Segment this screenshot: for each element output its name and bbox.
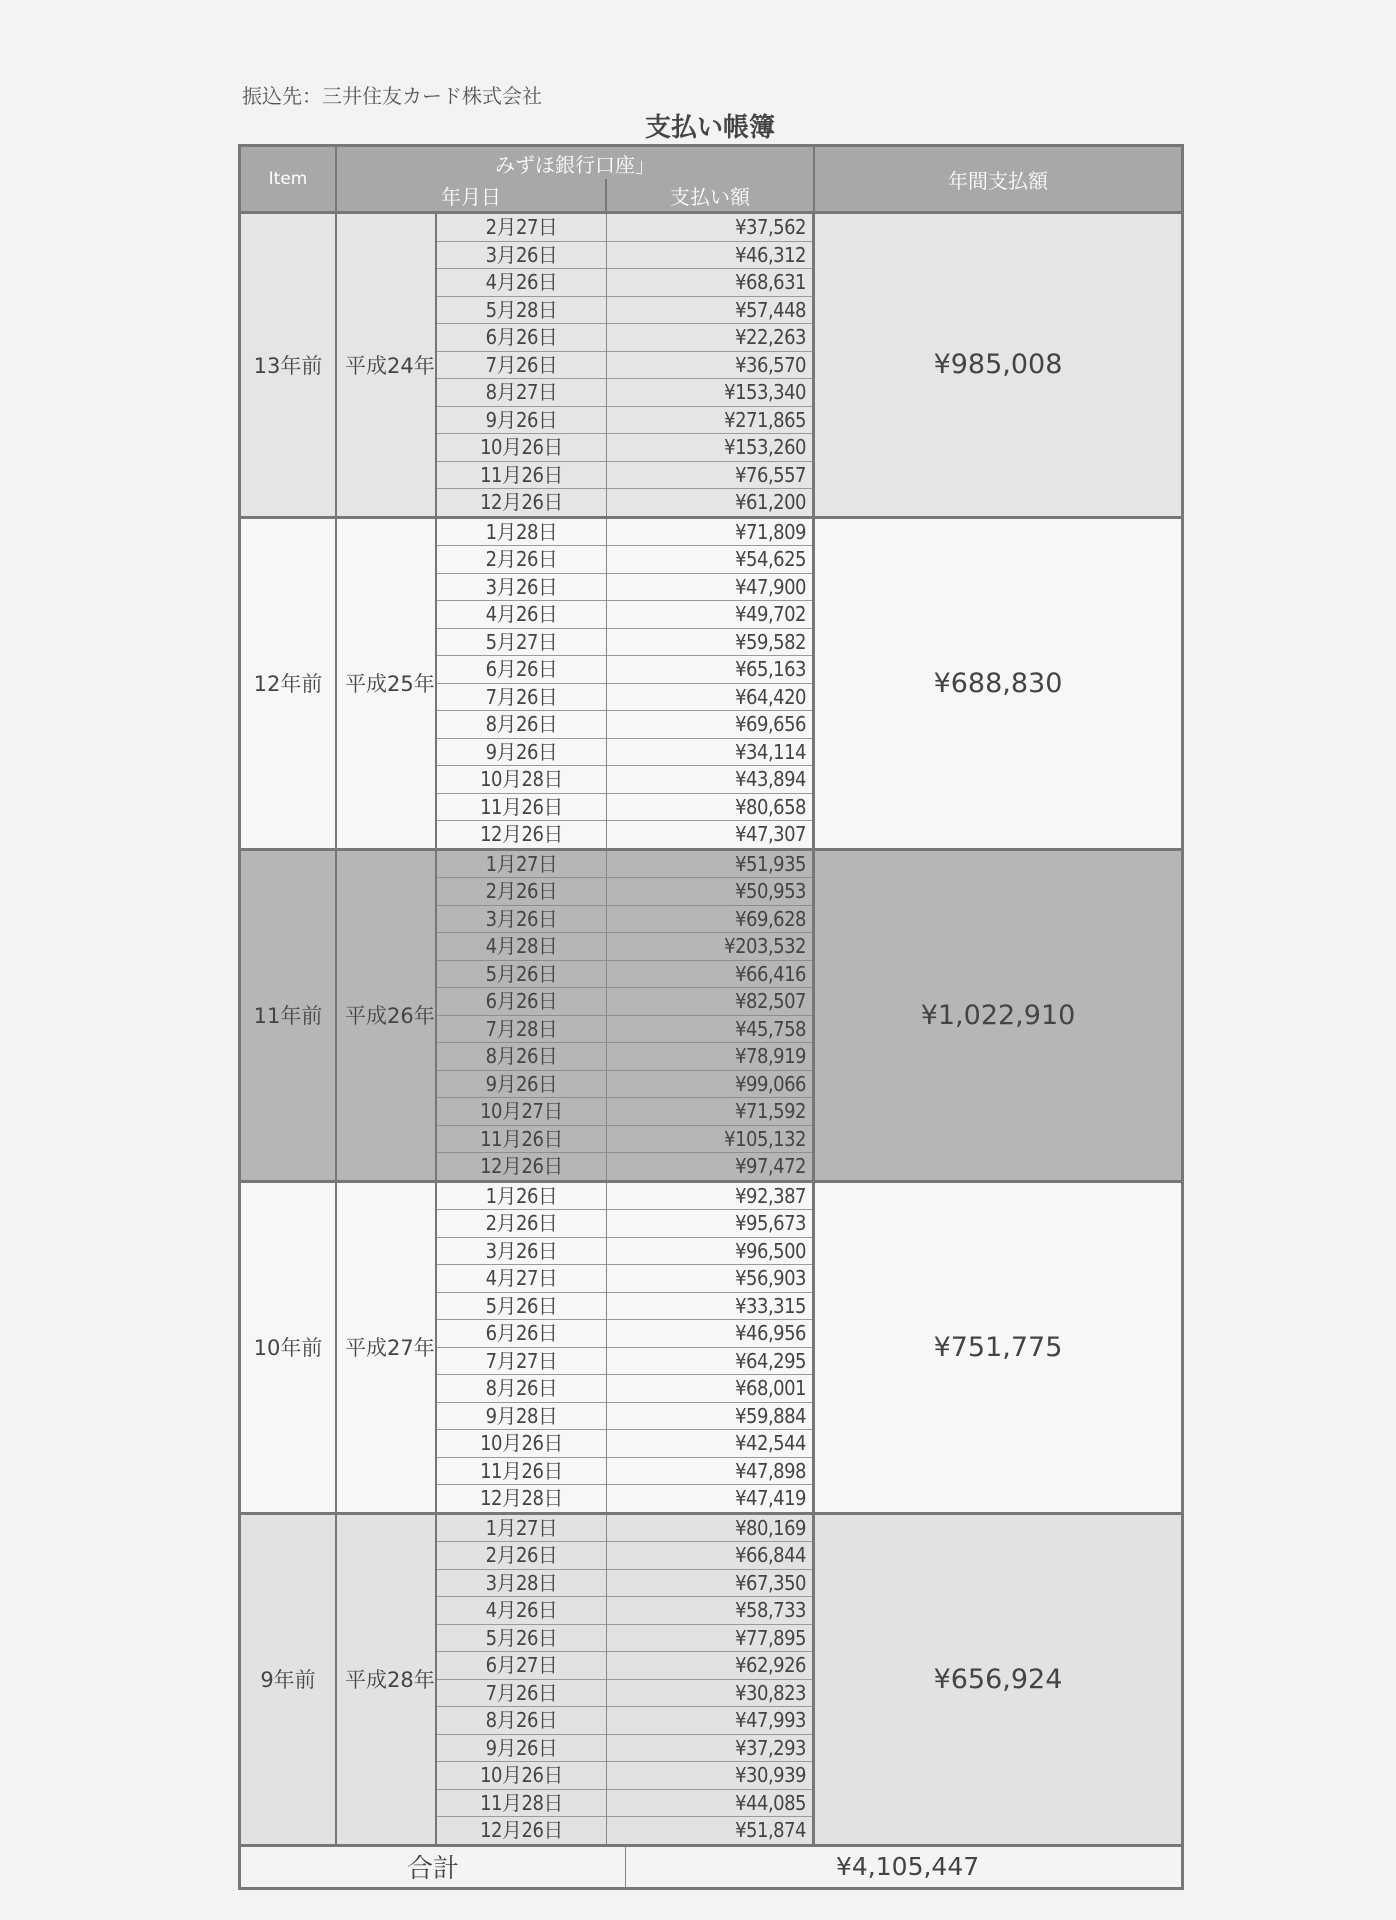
payment-amount: ¥78,919 — [607, 1043, 812, 1071]
payment-amounts-column — [607, 214, 815, 516]
payment-amount: ¥50,953 — [607, 878, 812, 906]
payment-amount: ¥43,894 — [607, 766, 812, 794]
payment-amount: ¥47,419 — [735, 1486, 806, 1510]
payment-amount: ¥92,387 — [607, 1183, 812, 1211]
payment-amount: ¥57,448 — [607, 297, 812, 325]
payment-dates-column — [437, 214, 607, 516]
payment-date: 5月27日 — [437, 629, 606, 657]
annual-total: ¥656,924 — [933, 1663, 1063, 1695]
payment-date: 10月27日 — [437, 1098, 606, 1126]
payment-amounts-column — [607, 519, 815, 848]
annual-total: ¥985,008 — [933, 349, 1063, 381]
payment-amount: ¥42,544 — [607, 1430, 812, 1458]
payment-date: 6月26日 — [437, 656, 606, 684]
year-block — [241, 516, 1181, 848]
grand-total-row — [241, 1844, 1181, 1887]
payment-date: 5月26日 — [437, 961, 606, 989]
header-amount: 支払い額 — [607, 179, 815, 211]
payment-amount: ¥47,307 — [735, 822, 806, 846]
payment-date: 1月27日 — [437, 1515, 606, 1543]
payment-amount: ¥99,066 — [607, 1071, 812, 1099]
payment-date: 8月26日 — [437, 1707, 606, 1735]
payment-amount: ¥54,625 — [607, 546, 812, 574]
payment-dates-column — [437, 1515, 607, 1844]
payment-amount: ¥62,926 — [607, 1652, 812, 1680]
payment-amount: ¥45,758 — [607, 1016, 812, 1044]
payment-date: 3月26日 — [437, 242, 606, 270]
payment-date: 10月26日 — [437, 1430, 606, 1458]
payment-date: 4月26日 — [437, 601, 606, 629]
payment-amount: ¥96,500 — [607, 1238, 812, 1266]
payment-date: 9月26日 — [437, 1071, 606, 1099]
payment-amount: ¥61,200 — [735, 490, 806, 514]
era-year-label: 平成27年 — [337, 1183, 437, 1512]
payment-date: 11月28日 — [437, 1790, 606, 1818]
payment-date: 7月28日 — [437, 1016, 606, 1044]
year-block — [241, 211, 1181, 516]
payment-amount: ¥37,562 — [607, 214, 812, 242]
payment-date: 11月26日 — [437, 794, 606, 822]
payment-date: 2月26日 — [437, 878, 606, 906]
payment-amount: ¥46,312 — [607, 242, 812, 270]
payment-amount: ¥203,532 — [607, 933, 812, 961]
header-date: 年月日 — [337, 179, 607, 211]
payment-amount: ¥36,570 — [607, 352, 812, 380]
payment-amount: ¥47,993 — [607, 1707, 812, 1735]
payment-amount: ¥69,656 — [607, 711, 812, 739]
payment-date: 6月26日 — [437, 988, 606, 1016]
table-header — [241, 147, 1181, 211]
payment-amount: ¥30,823 — [607, 1680, 812, 1708]
payment-amount: ¥80,658 — [607, 794, 812, 822]
payment-date: 10月26日 — [437, 1762, 606, 1790]
years-ago-label: 12年前 — [241, 519, 337, 848]
payment-amount: ¥59,884 — [607, 1403, 812, 1431]
payment-amount: ¥68,631 — [607, 269, 812, 297]
payment-amount: ¥66,416 — [607, 961, 812, 989]
payment-amount: ¥65,163 — [607, 656, 812, 684]
year-blocks — [241, 211, 1181, 1844]
year-block — [241, 1512, 1181, 1844]
payment-date: 6月27日 — [437, 1652, 606, 1680]
grand-total-label: 合計 — [241, 1847, 626, 1887]
payment-date: 9月28日 — [437, 1403, 606, 1431]
payment-amount: ¥105,132 — [607, 1126, 812, 1154]
payment-amount: ¥153,260 — [607, 434, 812, 462]
years-ago-label: 11年前 — [241, 851, 337, 1180]
payment-amount: ¥71,809 — [607, 519, 812, 547]
payment-amount: ¥34,114 — [607, 739, 812, 767]
payment-date: 1月27日 — [437, 851, 606, 879]
payment-date: 10月28日 — [437, 766, 606, 794]
payment-date: 2月26日 — [437, 546, 606, 574]
payment-date: 2月26日 — [437, 1210, 606, 1238]
payment-amount: ¥76,557 — [607, 462, 812, 490]
payment-dates-column — [437, 1183, 607, 1512]
years-ago-label: 13年前 — [241, 214, 337, 516]
payment-date: 11月26日 — [437, 1126, 606, 1154]
payment-amount: ¥47,900 — [607, 574, 812, 602]
payment-amount: ¥46,956 — [607, 1320, 812, 1348]
payment-date: 1月28日 — [437, 519, 606, 547]
payment-dates-column — [437, 851, 607, 1180]
grand-total-value: ¥4,105,447 — [836, 1852, 980, 1881]
annual-total: ¥751,775 — [933, 1331, 1063, 1363]
payment-date: 4月26日 — [437, 1597, 606, 1625]
header-annual-total: 年間支払額 — [948, 168, 1048, 193]
payment-amount: ¥64,420 — [607, 684, 812, 712]
payment-amount: ¥33,315 — [607, 1293, 812, 1321]
payment-date: 10月26日 — [437, 434, 606, 462]
payment-date: 9月26日 — [437, 1735, 606, 1763]
payment-date: 7月27日 — [437, 1348, 606, 1376]
payment-date: 9月26日 — [437, 407, 606, 435]
payment-date: 4月26日 — [437, 269, 606, 297]
payment-date: 5月26日 — [437, 1625, 606, 1653]
payment-date: 3月26日 — [437, 906, 606, 934]
annual-total: ¥688,830 — [933, 667, 1063, 699]
payment-amount: ¥44,085 — [607, 1790, 812, 1818]
payment-dates-column — [437, 519, 607, 848]
payment-date: 2月26日 — [437, 1542, 606, 1570]
payment-amount: ¥153,340 — [607, 379, 812, 407]
payment-amount: ¥51,874 — [735, 1818, 806, 1842]
payment-date: 3月26日 — [437, 1238, 606, 1266]
payment-date: 7月26日 — [437, 352, 606, 380]
year-block — [241, 1180, 1181, 1512]
payment-date: 12月26日 — [480, 822, 563, 846]
payment-date: 8月26日 — [437, 1375, 606, 1403]
payment-amount: ¥58,733 — [607, 1597, 812, 1625]
year-block — [241, 848, 1181, 1180]
payment-amount: ¥22,263 — [607, 324, 812, 352]
payment-date: 5月28日 — [437, 297, 606, 325]
payment-amount: ¥69,628 — [607, 906, 812, 934]
payment-date: 7月26日 — [437, 1680, 606, 1708]
payment-amount: ¥80,169 — [607, 1515, 812, 1543]
era-year-label: 平成28年 — [337, 1515, 437, 1844]
payment-amount: ¥51,935 — [607, 851, 812, 879]
payment-amount: ¥95,673 — [607, 1210, 812, 1238]
payment-amounts-column — [607, 851, 815, 1180]
era-year-label: 平成26年 — [337, 851, 437, 1180]
payment-amount: ¥30,939 — [607, 1762, 812, 1790]
years-ago-label: 9年前 — [241, 1515, 337, 1844]
payment-amount: ¥47,898 — [607, 1458, 812, 1486]
years-ago-label: 10年前 — [241, 1183, 337, 1512]
payment-amount: ¥97,472 — [735, 1154, 806, 1178]
payment-amount: ¥37,293 — [607, 1735, 812, 1763]
payment-amount: ¥77,895 — [607, 1625, 812, 1653]
payment-date: 8月26日 — [437, 711, 606, 739]
payment-amount: ¥271,865 — [607, 407, 812, 435]
payment-amount: ¥64,295 — [607, 1348, 812, 1376]
era-year-label: 平成24年 — [337, 214, 437, 516]
payment-amount: ¥66,844 — [607, 1542, 812, 1570]
payment-date: 4月28日 — [437, 933, 606, 961]
payment-date: 11月26日 — [437, 462, 606, 490]
payment-amount: ¥82,507 — [607, 988, 812, 1016]
payment-date: 7月26日 — [437, 684, 606, 712]
payment-date: 1月26日 — [437, 1183, 606, 1211]
payment-date: 12月26日 — [480, 490, 563, 514]
payment-amounts-column — [607, 1515, 815, 1844]
payment-date: 2月27日 — [437, 214, 606, 242]
payment-amount: ¥67,350 — [607, 1570, 812, 1598]
header-item: Item — [241, 147, 337, 211]
payment-date: 6月26日 — [437, 1320, 606, 1348]
payment-date: 11月26日 — [437, 1458, 606, 1486]
payment-date: 9月26日 — [437, 739, 606, 767]
payment-date: 5月26日 — [437, 1293, 606, 1321]
payment-amount: ¥49,702 — [607, 601, 812, 629]
header-bank-account: みずほ銀行口座」 — [337, 147, 815, 179]
payee-line: 振込先：三井住友カード株式会社 — [242, 84, 542, 108]
payment-date: 6月26日 — [437, 324, 606, 352]
payment-ledger-table — [238, 144, 1184, 1890]
document-title: 支払い帳簿 — [644, 113, 775, 143]
payment-date: 8月26日 — [437, 1043, 606, 1071]
payment-date: 12月28日 — [480, 1486, 563, 1510]
payment-amount: ¥56,903 — [607, 1265, 812, 1293]
payment-date: 4月27日 — [437, 1265, 606, 1293]
era-year-label: 平成25年 — [337, 519, 437, 848]
payment-date: 8月27日 — [437, 379, 606, 407]
payment-date: 3月26日 — [437, 574, 606, 602]
payment-amount: ¥59,582 — [607, 629, 812, 657]
payment-amount: ¥68,001 — [607, 1375, 812, 1403]
annual-total: ¥1,022,910 — [920, 999, 1076, 1031]
payment-date: 12月26日 — [480, 1154, 563, 1178]
payment-date: 12月26日 — [480, 1818, 563, 1842]
payment-amount: ¥71,592 — [607, 1098, 812, 1126]
payment-amounts-column — [607, 1183, 815, 1512]
payment-date: 3月28日 — [437, 1570, 606, 1598]
